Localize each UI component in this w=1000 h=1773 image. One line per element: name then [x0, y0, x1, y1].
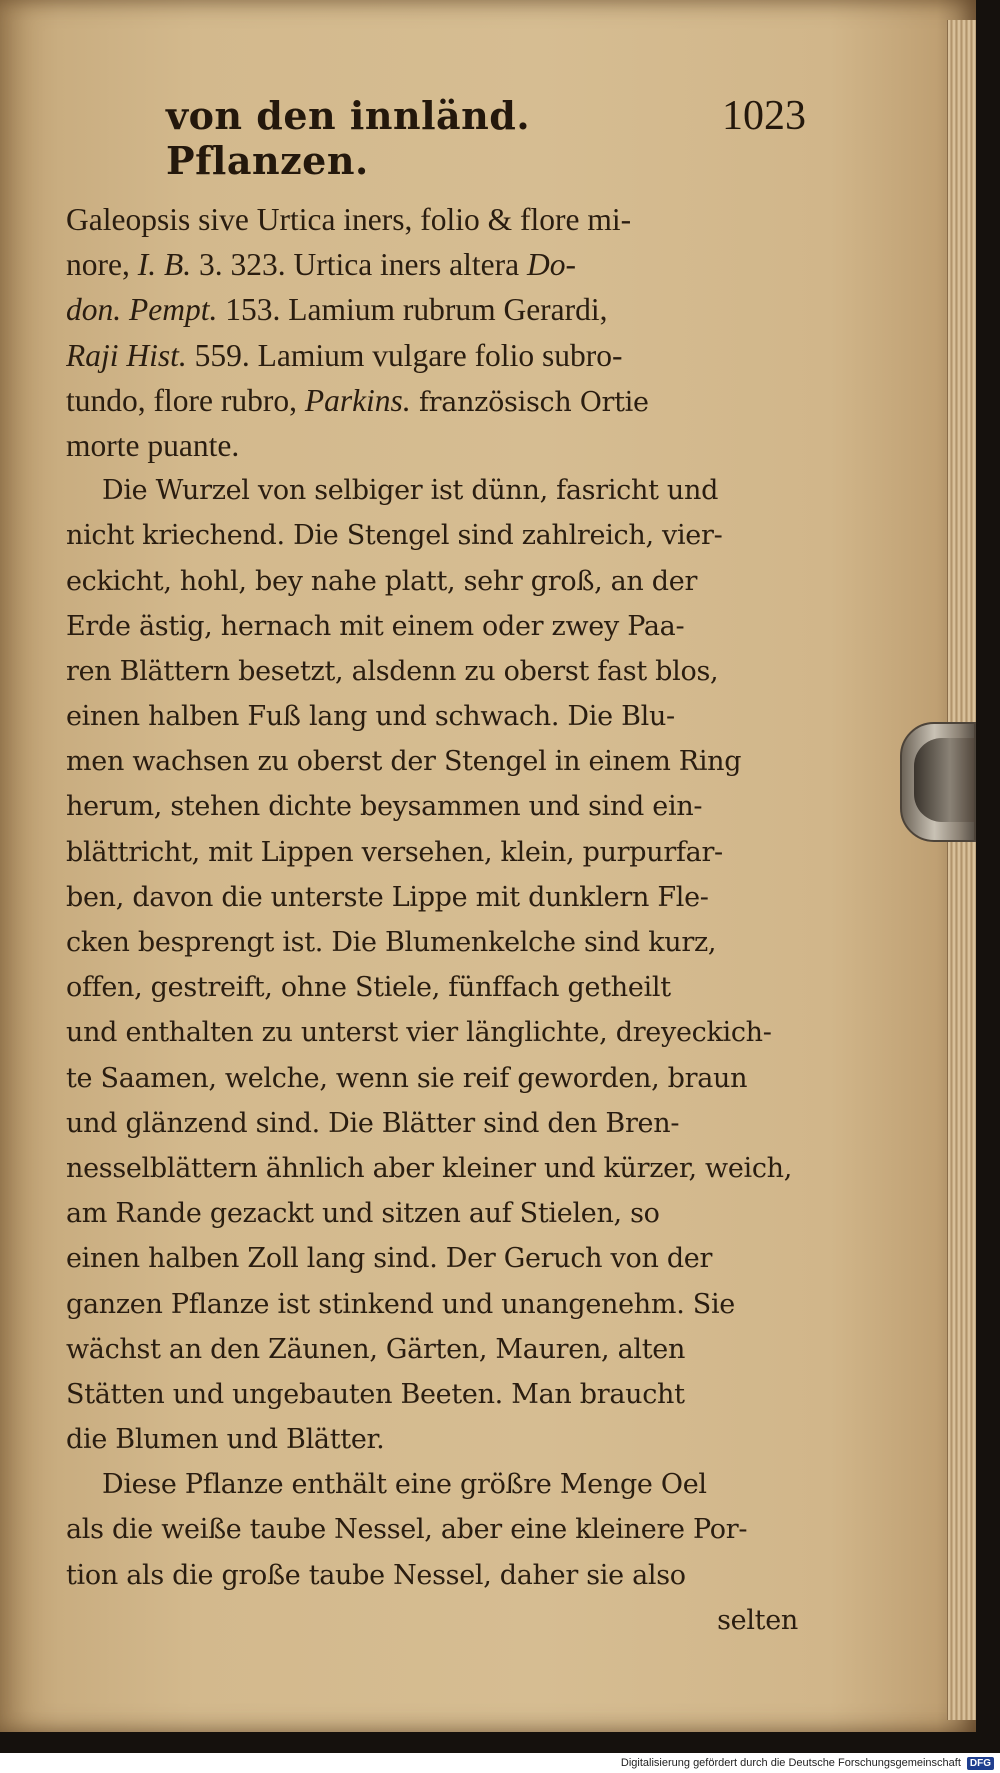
text-line: offen, gestreift, ohne Stiele, fünffach getheilt	[66, 972, 671, 1004]
dfg-logo-icon: DFG	[967, 1757, 994, 1770]
text-line: tundo, flore rubro, Parkins. französisch Ortie	[66, 382, 649, 418]
text-line: und enthalten zu unterst vier länglichte, dreyeckich-	[66, 1017, 772, 1049]
text-line: ben, davon die unterste Lippe mit dunklern Fle-	[66, 881, 709, 913]
text-line: cken besprengt ist. Die Blumenkelche sind kurz,	[66, 927, 717, 958]
text-line: am Rande gezackt und sitzen auf Stielen, so	[66, 1198, 660, 1230]
text-line: te Saamen, welche, wenn sie reif geworden, braun	[66, 1062, 748, 1094]
book-clasp-icon	[900, 722, 976, 842]
running-title: von den innländ. Pflanzen.	[166, 93, 531, 183]
text-line: herum, stehen dichte beysammen und sind ein-	[66, 791, 703, 823]
page-edges	[947, 20, 976, 1720]
text-line: als die weiße taube Nessel, aber eine kleinere Por-	[66, 1514, 748, 1546]
text-line: ren Blättern besetzt, alsdenn zu oberst fast blos,	[66, 655, 719, 687]
text-line: blättricht, mit Lippen versehen, klein, purpurfar-	[66, 836, 723, 868]
text-line: men wachsen zu oberst der Stengel in einem Ring	[66, 746, 742, 778]
funding-credit: Digitalisierung gefördert durch die Deutsche Forschungsgemeinschaft	[620, 1757, 961, 1769]
text-line: morte puante.	[66, 427, 240, 463]
description-paragraph	[66, 468, 806, 1462]
running-head	[166, 92, 806, 183]
text-line: Raji Hist. 559. Lamium vulgare folio subro-	[66, 337, 623, 373]
text-line: nore, I. B. 3. 323. Urtica iners altera Do-	[66, 247, 576, 283]
text-line: wächst an den Zäunen, Gärten, Mauren, alten	[66, 1333, 686, 1365]
text-line: tion als die große taube Nessel, daher sie also	[66, 1559, 686, 1591]
text-line: nicht kriechend. Die Stengel sind zahlreich, vier-	[66, 520, 723, 552]
text-line: don. Pempt. 153. Lamium rubrum Gerardi,	[66, 292, 608, 328]
text-line: Diese Pflanze enthält eine größre Menge Oel	[102, 1469, 707, 1501]
digitization-footer	[0, 1753, 1000, 1773]
second-paragraph	[66, 1462, 806, 1643]
catchword: selten	[717, 1604, 798, 1636]
text-line: Galeopsis sive Urtica iners, folio & flore mi-	[66, 202, 632, 237]
text-line: Stätten und ungebauten Beeten. Man braucht	[66, 1378, 685, 1410]
text-line: Erde ästig, hernach mit einem oder zwey Paa-	[66, 610, 685, 642]
latin-synonyms	[66, 197, 806, 468]
text-line: eckicht, hohl, bey nahe platt, sehr groß, an der	[66, 565, 698, 597]
text-line: einen halben Fuß lang und schwach. Die Blu-	[66, 701, 675, 733]
page-text	[66, 92, 806, 1643]
text-line: einen halben Zoll lang sind. Der Geruch von der	[66, 1243, 713, 1275]
text-line: die Blumen und Blätter.	[66, 1424, 385, 1456]
text-line: nesselblättern ähnlich aber kleiner und kürzer, weich,	[66, 1152, 793, 1184]
text-line: ganzen Pflanze ist stinkend und unangenehm. Sie	[66, 1288, 735, 1320]
text-line: und glänzend sind. Die Blätter sind den Bren-	[66, 1107, 680, 1139]
page-number: 1023	[722, 93, 806, 139]
text-line: Die Wurzel von selbiger ist dünn, fasricht und	[102, 475, 719, 507]
